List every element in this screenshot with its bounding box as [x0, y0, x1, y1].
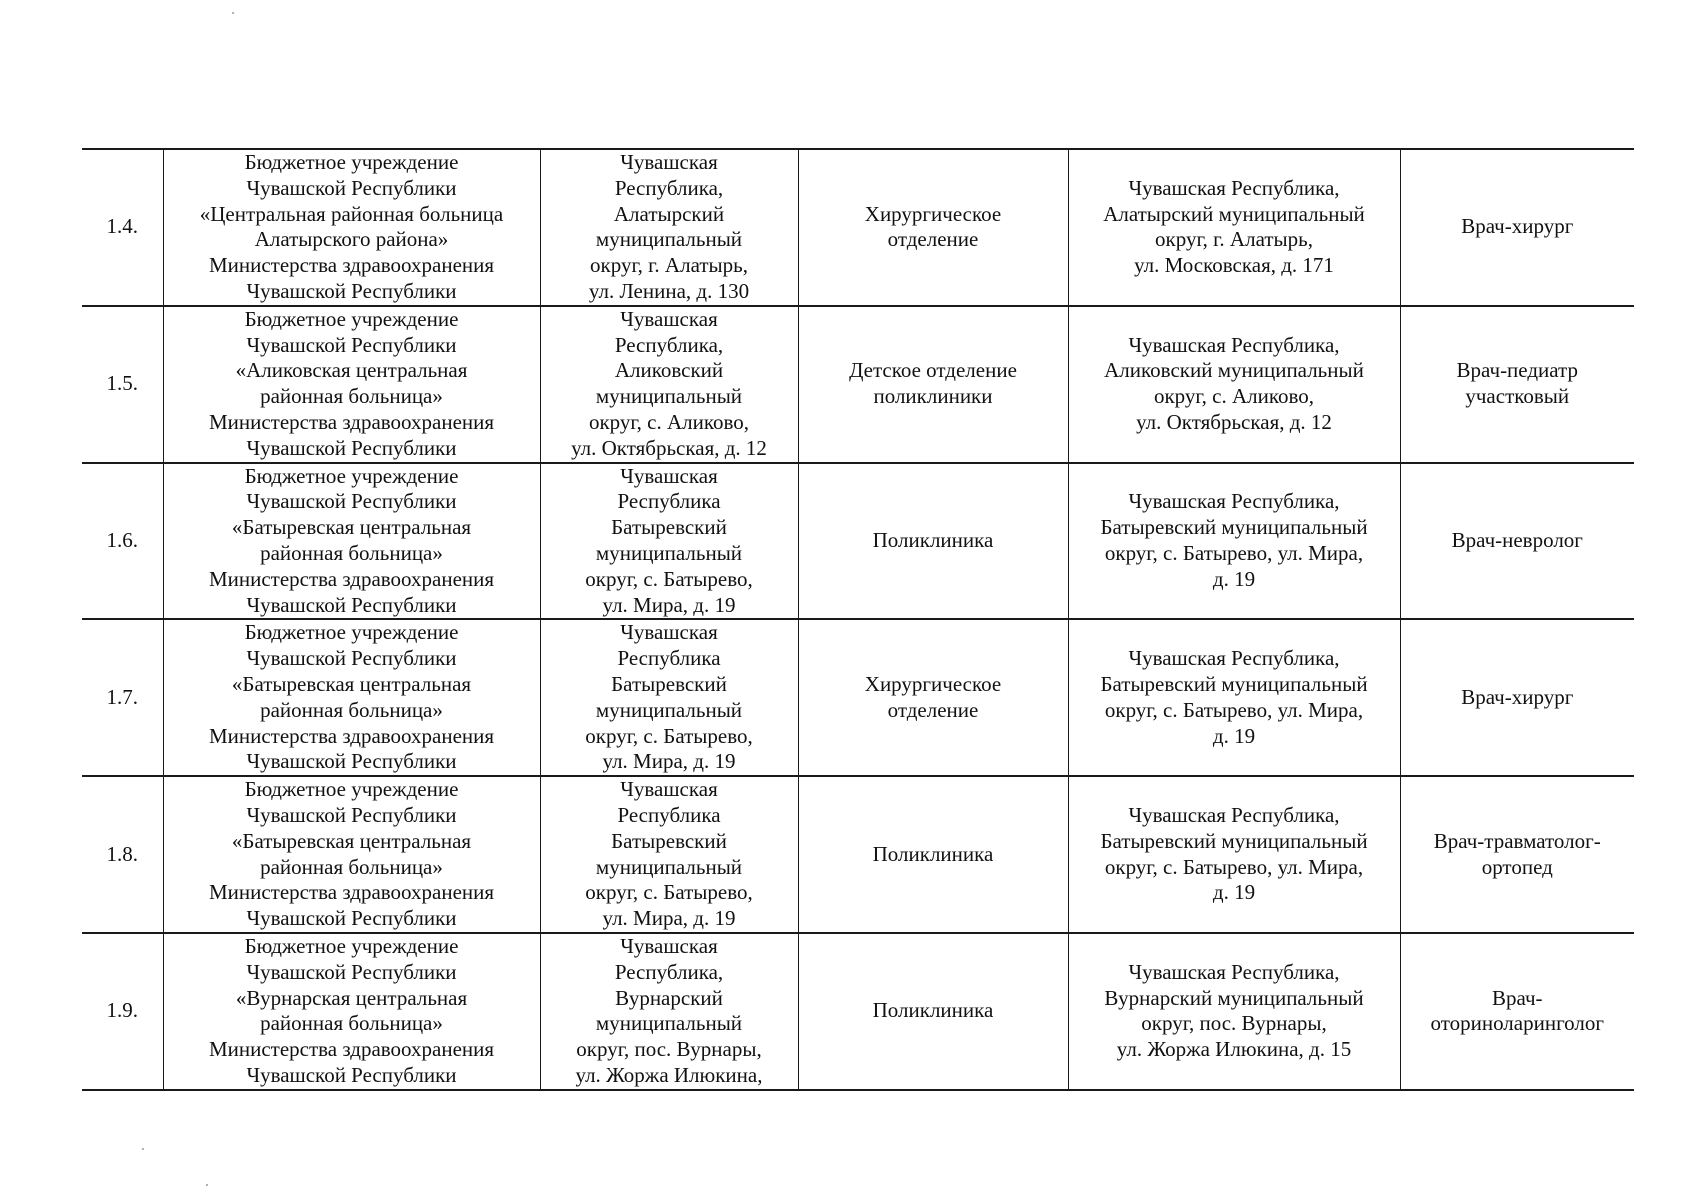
specialty: Врач-педиатр участковый [1400, 306, 1634, 463]
specialty: Врач-хирург [1400, 149, 1634, 306]
work-address: Чувашская Республика, Батыревский муниципальный округ, с. Батырево, ул. Мира, д. 19 [1068, 619, 1400, 776]
specialty: Врач-хирург [1400, 619, 1634, 776]
table-row [82, 149, 1634, 306]
table-row [82, 776, 1634, 933]
table-row [82, 619, 1634, 776]
vacancies-table [82, 148, 1634, 1091]
specialty: Врач-травматолог- ортопед [1400, 776, 1634, 933]
legal-address: Чувашская Республика, Вурнарский муниципальный округ, пос. Вурнары, ул. Жоржа Илюкина, [540, 933, 798, 1090]
scan-speck [206, 1184, 208, 1186]
work-address: Чувашская Республика, Вурнарский муниципальный округ, пос. Вурнары, ул. Жоржа Илюкина, д. 15 [1068, 933, 1400, 1090]
organization-name: Бюджетное учреждение Чувашской Республики «Центральная районная больница Алатырского района» Министерства здравоохранения Чувашской Республики [163, 149, 540, 306]
organization-name: Бюджетное учреждение Чувашской Республики «Аликовская центральная районная больница» Министерства здравоохранения Чувашской Республики [163, 306, 540, 463]
organization-name: Бюджетное учреждение Чувашской Республики «Батыревская центральная районная больница» Министерства здравоохранения Чувашской Республики [163, 776, 540, 933]
department: Поликлиника [798, 933, 1068, 1090]
legal-address: Чувашская Республика, Алатырский муниципальный округ, г. Алатырь, ул. Ленина, д. 130 [540, 149, 798, 306]
legal-address: Чувашская Республика Батыревский муниципальный округ, с. Батырево, ул. Мира, д. 19 [540, 776, 798, 933]
department: Детское отделение поликлиники [798, 306, 1068, 463]
work-address: Чувашская Республика, Батыревский муниципальный округ, с. Батырево, ул. Мира, д. 19 [1068, 463, 1400, 620]
department: Поликлиника [798, 463, 1068, 620]
row-number: 1.5. [82, 306, 163, 463]
organization-name: Бюджетное учреждение Чувашской Республики «Вурнарская центральная районная больница» Министерства здравоохранения Чувашской Республики [163, 933, 540, 1090]
row-number: 1.8. [82, 776, 163, 933]
department: Хирургическое отделение [798, 619, 1068, 776]
specialty: Врач- оториноларинголог [1400, 933, 1634, 1090]
department: Хирургическое отделение [798, 149, 1068, 306]
row-number: 1.9. [82, 933, 163, 1090]
scan-speck [232, 12, 234, 14]
legal-address: Чувашская Республика Батыревский муниципальный округ, с. Батырево, ул. Мира, д. 19 [540, 619, 798, 776]
table-row [82, 463, 1634, 620]
row-number: 1.4. [82, 149, 163, 306]
work-address: Чувашская Республика, Алатырский муниципальный округ, г. Алатырь, ул. Московская, д. 171 [1068, 149, 1400, 306]
table-row [82, 306, 1634, 463]
legal-address: Чувашская Республика, Аликовский муниципальный округ, с. Аликово, ул. Октябрьская, д. 12 [540, 306, 798, 463]
scan-speck [142, 1148, 144, 1150]
organization-name: Бюджетное учреждение Чувашской Республики «Батыревская центральная районная больница» Министерства здравоохранения Чувашской Республики [163, 619, 540, 776]
row-number: 1.7. [82, 619, 163, 776]
organization-name: Бюджетное учреждение Чувашской Республики «Батыревская центральная районная больница» Министерства здравоохранения Чувашской Республики [163, 463, 540, 620]
work-address: Чувашская Республика, Аликовский муниципальный округ, с. Аликово, ул. Октябрьская, д. 12 [1068, 306, 1400, 463]
row-number: 1.6. [82, 463, 163, 620]
legal-address: Чувашская Республика Батыревский муниципальный округ, с. Батырево, ул. Мира, д. 19 [540, 463, 798, 620]
department: Поликлиника [798, 776, 1068, 933]
table-row [82, 933, 1634, 1090]
work-address: Чувашская Республика, Батыревский муниципальный округ, с. Батырево, ул. Мира, д. 19 [1068, 776, 1400, 933]
specialty: Врач-невролог [1400, 463, 1634, 620]
